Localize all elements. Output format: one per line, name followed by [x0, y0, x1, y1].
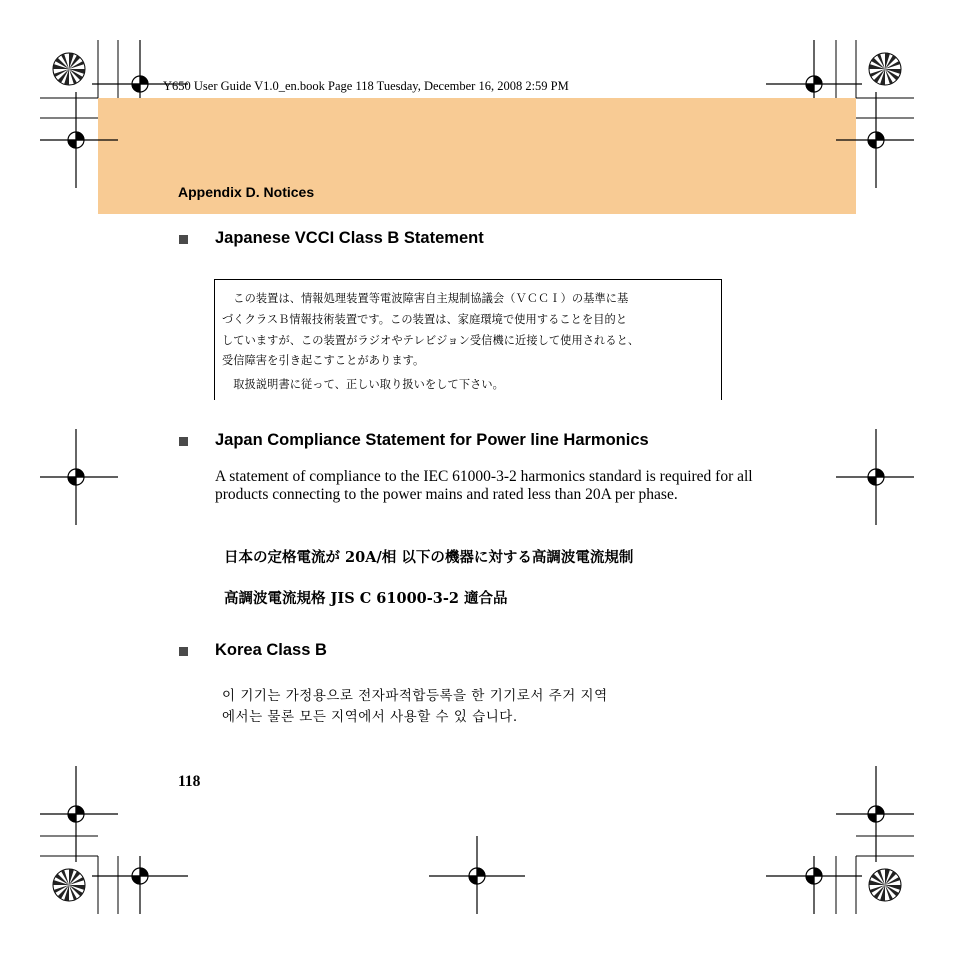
korea-line: 에서는 물론 모든 지역에서 사용할 수 있 습니다.: [222, 709, 518, 725]
reg-mark-right-middle: [836, 429, 914, 525]
heading-vcci: Japanese VCCI Class B Statement: [215, 229, 484, 247]
reg-mark-bottom-center: [429, 836, 525, 914]
korea-line: 이 기기는 가정용으로 전자파적합등록을 한 기기로서 주거 지역: [222, 688, 608, 704]
harmonics-jp-line: 高調波電流規格 JIS C 61000-3-2 適合品: [224, 590, 508, 607]
reg-mark-right-lower: [836, 766, 914, 862]
vcci-line: この装置は、情報処理装置等電波障害自主規制協議会（ＶＣＣＩ）の基準に基: [222, 292, 629, 305]
reg-mark-top-right: [766, 40, 862, 98]
running-header: Y650 User Guide V1.0_en.book Page 118 Tuesday, December 16, 2008 2:59 PM: [163, 79, 569, 93]
vcci-line: 受信障害を引き起こすことがあります。: [222, 354, 425, 367]
star-target-bottom-right: [869, 869, 901, 901]
reg-mark-left-lower: [40, 766, 118, 862]
harmonics-jp-line: 日本の定格電流が 20A/相 以下の機器に対する高調波電流規制: [224, 549, 634, 566]
reg-mark-left-middle: [40, 429, 118, 525]
vcci-line: 取扱説明書に従って、正しい取り扱いをして下さい。: [222, 378, 504, 391]
page-number: 118: [178, 773, 201, 790]
star-target-top-left: [53, 53, 85, 85]
bullet-icon: [179, 437, 188, 446]
vcci-statement-box: [214, 279, 722, 400]
heading-harmonics: Japan Compliance Statement for Power line Harmonics: [215, 431, 649, 449]
reg-mark-bottom-left: [92, 856, 188, 914]
heading-korea: Korea Class B: [215, 641, 327, 659]
vcci-line: していますが、この装置がラジオやテレビジョン受信機に近接して使用されると、: [222, 334, 640, 347]
reg-mark-bottom-right: [766, 856, 862, 914]
star-target-top-right: [869, 53, 901, 85]
bullet-icon: [179, 235, 188, 244]
harmonics-paragraph: A statement of compliance to the IEC 61000-3-2 harmonics standard is required for all products connecting to the power mains and rated less than 20A per phase.: [215, 468, 753, 503]
section-title: Appendix D. Notices: [178, 184, 315, 200]
reg-mark-right-upper: [836, 92, 914, 188]
star-target-bottom-left: [53, 869, 85, 901]
bullet-icon: [179, 647, 188, 656]
reg-mark-left-upper: [40, 92, 118, 188]
vcci-line: づくクラスＢ情報技術装置です。この装置は、家庭環境で使用することを目的と: [222, 313, 628, 326]
